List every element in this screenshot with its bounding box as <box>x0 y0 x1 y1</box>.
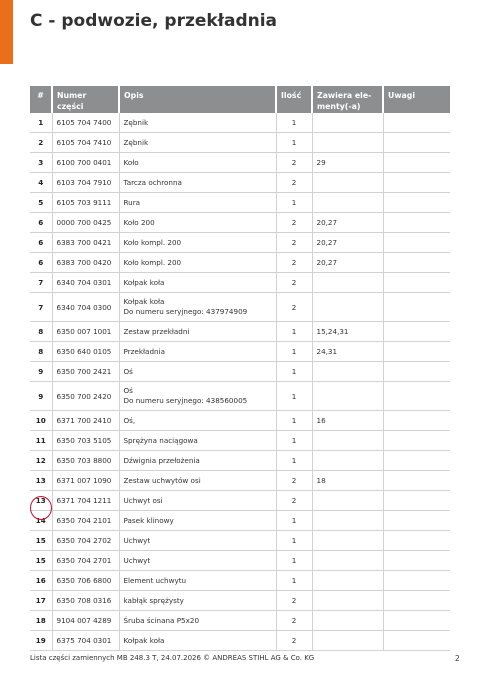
table-row <box>30 233 450 253</box>
cell-contains <box>312 273 383 293</box>
cell-notes <box>383 511 450 531</box>
table-row <box>30 153 450 173</box>
table-row <box>30 551 450 571</box>
cell-notes <box>383 322 450 342</box>
cell-description <box>119 382 276 411</box>
cell-notes <box>383 611 450 631</box>
cell-number: 6 <box>30 253 52 273</box>
cell-notes <box>383 213 450 233</box>
cell-notes <box>383 491 450 511</box>
cell-quantity: 2 <box>276 611 312 631</box>
cell-description <box>119 322 276 342</box>
cell-contains <box>312 362 383 382</box>
description-text: Dźwignia przełożenia <box>123 455 200 465</box>
table-row <box>30 273 450 293</box>
cell-number: 6 <box>30 233 52 253</box>
description-text: Oś <box>123 386 133 395</box>
cell-part-number: 6375 704 0301 <box>52 631 119 651</box>
cell-quantity: 1 <box>276 511 312 531</box>
cell-description <box>119 133 276 153</box>
table-row <box>30 411 450 431</box>
cell-number: 3 <box>30 153 52 173</box>
accent-bar <box>0 0 13 64</box>
cell-notes <box>383 273 450 293</box>
cell-part-number: 6340 704 0300 <box>52 293 119 322</box>
cell-part-number: 6383 700 0421 <box>52 233 119 253</box>
header-description: Opis <box>119 86 276 113</box>
cell-number: 8 <box>30 342 52 362</box>
cell-number: 18 <box>30 611 52 631</box>
cell-part-number: 9104 007 4289 <box>52 611 119 631</box>
cell-number: 9 <box>30 382 52 411</box>
cell-description <box>119 551 276 571</box>
description-text: Kołpak koła <box>123 277 165 287</box>
cell-number: 5 <box>30 193 52 213</box>
description-text: Element uchwytu <box>123 575 187 585</box>
table-row <box>30 342 450 362</box>
cell-notes <box>383 153 450 173</box>
cell-part-number: 6100 700 0401 <box>52 153 119 173</box>
page-number: 2 <box>455 654 460 663</box>
cell-number: 7 <box>30 273 52 293</box>
cell-description <box>119 531 276 551</box>
cell-part-number: 0000 700 0425 <box>52 213 119 233</box>
cell-part-number: 6350 700 2421 <box>52 362 119 382</box>
cell-number: 13 <box>30 471 52 491</box>
table-row <box>30 113 450 133</box>
description-text: Tarcza ochronna <box>123 177 182 187</box>
cell-contains <box>312 293 383 322</box>
description-text: Zestaw przekładni <box>123 326 190 336</box>
description-text: Przekładnia <box>123 346 165 356</box>
cell-description <box>119 193 276 213</box>
cell-part-number: 6350 703 8800 <box>52 451 119 471</box>
cell-part-number: 6350 708 0316 <box>52 591 119 611</box>
cell-quantity: 1 <box>276 133 312 153</box>
table-row <box>30 511 450 531</box>
cell-notes <box>383 113 450 133</box>
cell-quantity: 1 <box>276 322 312 342</box>
cell-contains <box>312 451 383 471</box>
table-row <box>30 471 450 491</box>
cell-part-number: 6383 700 0420 <box>52 253 119 273</box>
cell-quantity: 1 <box>276 531 312 551</box>
cell-notes <box>383 233 450 253</box>
cell-notes <box>383 173 450 193</box>
description-text: Pasek klinowy <box>123 515 174 525</box>
cell-number: 14 <box>30 511 52 531</box>
table-row <box>30 253 450 273</box>
cell-notes <box>383 342 450 362</box>
cell-quantity: 2 <box>276 471 312 491</box>
cell-contains: 18 <box>312 471 383 491</box>
cell-number: 10 <box>30 411 52 431</box>
cell-contains: 20,27 <box>312 233 383 253</box>
cell-quantity: 2 <box>276 591 312 611</box>
cell-number: 15 <box>30 551 52 571</box>
cell-quantity: 2 <box>276 153 312 173</box>
cell-quantity: 1 <box>276 411 312 431</box>
cell-description <box>119 233 276 253</box>
cell-notes <box>383 451 450 471</box>
footer-text: Lista części zamiennych MB 248.3 T, 24.07.2026 © ANDREAS STIHL AG & Co. KG <box>30 654 315 662</box>
cell-number: 9 <box>30 362 52 382</box>
cell-quantity: 1 <box>276 451 312 471</box>
cell-part-number: 6103 704 7910 <box>52 173 119 193</box>
cell-contains <box>312 382 383 411</box>
header-number: # <box>30 86 52 113</box>
cell-quantity: 1 <box>276 551 312 571</box>
cell-part-number: 6350 703 5105 <box>52 431 119 451</box>
cell-contains: 16 <box>312 411 383 431</box>
cell-quantity: 2 <box>276 273 312 293</box>
cell-contains <box>312 551 383 571</box>
table-header-row <box>30 86 450 113</box>
cell-contains <box>312 193 383 213</box>
cell-part-number: 6350 007 1001 <box>52 322 119 342</box>
parts-table <box>30 86 450 651</box>
table-row <box>30 362 450 382</box>
cell-notes <box>383 193 450 213</box>
cell-description <box>119 342 276 362</box>
cell-quantity: 1 <box>276 193 312 213</box>
description-text: kabłąk sprężysty <box>123 595 184 605</box>
cell-notes <box>383 591 450 611</box>
header-notes: Uwagi <box>383 86 450 113</box>
description-text: Uchwyt osi <box>123 495 163 505</box>
cell-contains <box>312 531 383 551</box>
header-part-number: Numer części <box>52 86 119 113</box>
cell-quantity: 1 <box>276 431 312 451</box>
cell-quantity: 1 <box>276 342 312 362</box>
description-text: Oś, <box>123 415 136 425</box>
cell-contains: 29 <box>312 153 383 173</box>
cell-description <box>119 491 276 511</box>
cell-description <box>119 253 276 273</box>
cell-number: 12 <box>30 451 52 471</box>
cell-description <box>119 471 276 491</box>
cell-number: 19 <box>30 631 52 651</box>
cell-contains <box>312 511 383 531</box>
cell-description <box>119 611 276 631</box>
cell-contains: 20,27 <box>312 253 383 273</box>
cell-number: 17 <box>30 591 52 611</box>
cell-description <box>119 411 276 431</box>
cell-contains <box>312 431 383 451</box>
cell-contains: 24,31 <box>312 342 383 362</box>
cell-part-number: 6350 704 2702 <box>52 531 119 551</box>
table-row <box>30 451 450 471</box>
cell-contains <box>312 491 383 511</box>
cell-notes <box>383 431 450 451</box>
table-row <box>30 382 450 411</box>
cell-contains: 20,27 <box>312 213 383 233</box>
cell-quantity: 1 <box>276 382 312 411</box>
cell-description <box>119 273 276 293</box>
table-row <box>30 293 450 322</box>
description-text: Uchwyt <box>123 535 151 545</box>
cell-part-number: 6350 700 2420 <box>52 382 119 411</box>
description-text: Sprężyna naciągowa <box>123 435 198 445</box>
header-quantity: Ilość <box>276 86 312 113</box>
table-row <box>30 531 450 551</box>
cell-description <box>119 173 276 193</box>
table-row <box>30 631 450 651</box>
cell-part-number: 6350 704 2101 <box>52 511 119 531</box>
cell-part-number: 6340 704 0301 <box>52 273 119 293</box>
cell-quantity: 2 <box>276 213 312 233</box>
cell-contains <box>312 113 383 133</box>
cell-part-number: 6350 706 6800 <box>52 571 119 591</box>
description-note: Do numeru seryjnego: 437974909 <box>123 307 248 316</box>
cell-notes <box>383 253 450 273</box>
cell-notes <box>383 631 450 651</box>
description-text: Kołpak koła <box>123 297 165 306</box>
description-text: Kołpak koła <box>123 635 165 645</box>
cell-notes <box>383 551 450 571</box>
description-note: Do numeru seryjnego: 438560005 <box>123 396 248 405</box>
description-text: Zębnik <box>123 137 149 147</box>
cell-description <box>119 431 276 451</box>
cell-number: 7 <box>30 293 52 322</box>
cell-contains <box>312 133 383 153</box>
cell-description <box>119 213 276 233</box>
cell-notes <box>383 382 450 411</box>
table-row <box>30 571 450 591</box>
cell-notes <box>383 133 450 153</box>
page-title: C - podwozie, przekładnia <box>30 11 278 31</box>
table-row <box>30 322 450 342</box>
cell-contains <box>312 173 383 193</box>
cell-notes <box>383 571 450 591</box>
cell-part-number: 6350 640 0105 <box>52 342 119 362</box>
table-row <box>30 611 450 631</box>
cell-number: 15 <box>30 531 52 551</box>
description-text: Koło kompl. 200 <box>123 237 182 247</box>
cell-part-number: 6371 704 1211 <box>52 491 119 511</box>
cell-quantity: 2 <box>276 253 312 273</box>
cell-description <box>119 451 276 471</box>
cell-number: 2 <box>30 133 52 153</box>
cell-number: 4 <box>30 173 52 193</box>
description-text: Koło kompl. 200 <box>123 257 182 267</box>
cell-quantity: 1 <box>276 571 312 591</box>
cell-quantity: 2 <box>276 631 312 651</box>
cell-part-number: 6105 703 9111 <box>52 193 119 213</box>
cell-part-number: 6371 700 2410 <box>52 411 119 431</box>
description-text: Rura <box>123 197 141 207</box>
cell-quantity: 1 <box>276 113 312 133</box>
cell-part-number: 6371 007 1090 <box>52 471 119 491</box>
cell-part-number: 6105 704 7400 <box>52 113 119 133</box>
cell-description <box>119 591 276 611</box>
cell-number: 13 <box>30 491 52 511</box>
cell-quantity: 2 <box>276 233 312 253</box>
table-row <box>30 491 450 511</box>
cell-number: 16 <box>30 571 52 591</box>
cell-part-number: 6105 704 7410 <box>52 133 119 153</box>
header-contains: Zawiera ele- menty(-a) <box>312 86 383 113</box>
cell-quantity: 1 <box>276 362 312 382</box>
description-text: Śruba ścinana P5x20 <box>123 615 200 625</box>
cell-number: 1 <box>30 113 52 133</box>
table-row <box>30 193 450 213</box>
cell-notes <box>383 411 450 431</box>
description-text: Zębnik <box>123 117 149 127</box>
cell-number: 8 <box>30 322 52 342</box>
table-row <box>30 133 450 153</box>
cell-description <box>119 153 276 173</box>
cell-contains <box>312 571 383 591</box>
table-row <box>30 173 450 193</box>
cell-quantity: 2 <box>276 491 312 511</box>
annotation-circle <box>30 496 52 520</box>
cell-description <box>119 362 276 382</box>
cell-description <box>119 631 276 651</box>
cell-notes <box>383 362 450 382</box>
description-text: Oś <box>123 366 133 376</box>
cell-quantity: 2 <box>276 173 312 193</box>
cell-number: 6 <box>30 213 52 233</box>
cell-quantity: 2 <box>276 293 312 322</box>
cell-contains: 15,24,31 <box>312 322 383 342</box>
table-row <box>30 591 450 611</box>
cell-contains <box>312 591 383 611</box>
cell-description <box>119 293 276 322</box>
description-text: Koło 200 <box>123 217 155 227</box>
cell-contains <box>312 611 383 631</box>
cell-description <box>119 113 276 133</box>
cell-description <box>119 511 276 531</box>
cell-notes <box>383 293 450 322</box>
cell-notes <box>383 471 450 491</box>
cell-part-number: 6350 704 2701 <box>52 551 119 571</box>
description-text: Uchwyt <box>123 555 151 565</box>
description-text: Zestaw uchwytów osi <box>123 475 201 485</box>
cell-notes <box>383 531 450 551</box>
cell-description <box>119 571 276 591</box>
description-text: Koło <box>123 157 139 167</box>
table-row <box>30 431 450 451</box>
table-row <box>30 213 450 233</box>
cell-contains <box>312 631 383 651</box>
cell-number: 11 <box>30 431 52 451</box>
